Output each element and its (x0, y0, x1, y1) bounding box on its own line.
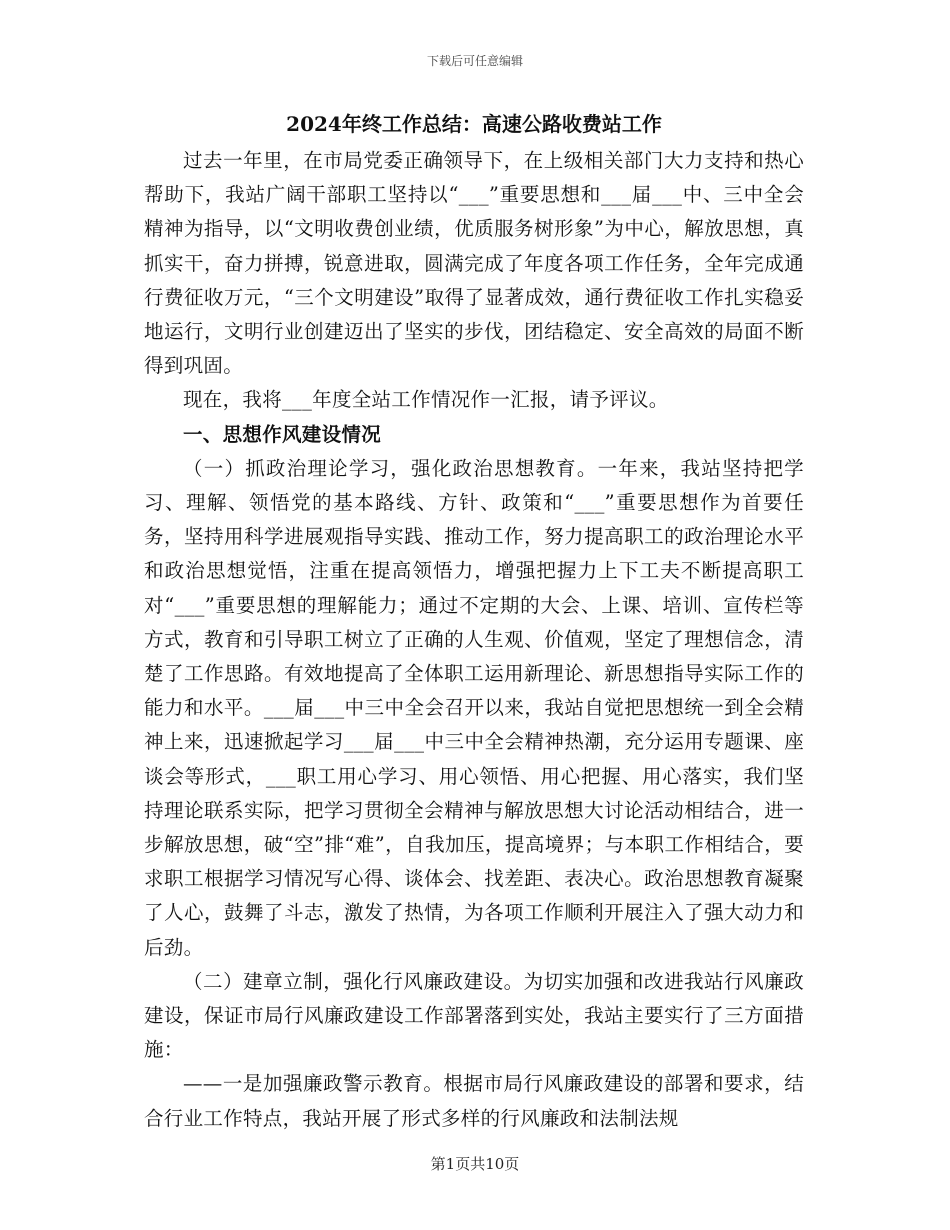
document-body (144, 144, 804, 1136)
paragraph-warning-education: ——一是加强廉政警示教育。根据市局行风廉政建设的部署和要求，结合行业工作特点，我站开展了形式多样的行风廉政和法制法规 (144, 1072, 804, 1130)
paragraph-political-study: （一）抓政治理论学习，强化政治思想教育。一年来，我站坚持把学习、理解、领悟党的基本路线、方针、政策和“___”重要思想作为首要任务，坚持用科学进展观指导实践、推动工作，努力提高职工的政治理论水平和政治思想觉悟，注重在提高领悟力，增强把握力上下工夫不断提高职工对“___”重要思想的理解能力；通过不定期的大会、上课、培训、宣传栏等方式，教育和引导职工树立了正确的人生观、价值观，坚定了理想信念，清楚了工作思路。有效地提高了全体职工运用新理论、新思想指导实际工作的能力和水平。___届___中三中全会召开以来，我站自觉把思想统一到全会精神上来，迅速掀起学习___届___中三中全会精神热潮，充分运用专题课、座谈会等形式，___职工用心学习、用心领悟、用心把握、用心落实，我们坚持理论联系实际，把学习贯彻全会精神与解放思想大讨论活动相结合，进一步解放思想，破“空”排“难”，自我加压，提高境界；与本职工作相结合，要求职工根据学习情况写心得、谈体会、找差距、表决心。政治思想教育凝聚了人心，鼓舞了斗志，激发了热情，为各项工作顺利开展注入了强大动力和后劲。 (144, 456, 804, 959)
paragraph-report-note: 现在，我将___年度全站工作情况作一汇报，请予评议。 (183, 388, 669, 412)
paragraph-intro: 过去一年里，在市局党委正确领导下，在上级相关部门大力支持和热心帮助下，我站广阔干部职工坚持以“___”重要思想和___届___中、三中全会精神为指导，以“文明收费创业绩，优质服务树形象”为中心，解放思想，真抓实干，奋力拼搏，锐意进取，圆满完成了年度各项工作任务，全年完成通行费征收万元，“三个文明建设”取得了显著成效，通行费征收工作扎实稳妥地运行，文明行业创建迈出了坚实的步伐，团结稳定、安全高效的局面不断得到巩固。 (144, 149, 804, 378)
page-number-footer: 第1页共10页 (430, 1155, 520, 1173)
paragraph-integrity-building: （二）建章立制，强化行风廉政建设。为切实加强和改进我站行风廉政建设，保证市局行风廉政建设工作部署落到实处，我站主要实行了三方面措施： (144, 969, 804, 1062)
document-title: 2024年终工作总结：高速公路收费站工作 (286, 112, 662, 136)
section-heading: 一、思想作风建设情况 (183, 422, 382, 446)
header-note: 下载后可任意编辑 (426, 54, 523, 68)
